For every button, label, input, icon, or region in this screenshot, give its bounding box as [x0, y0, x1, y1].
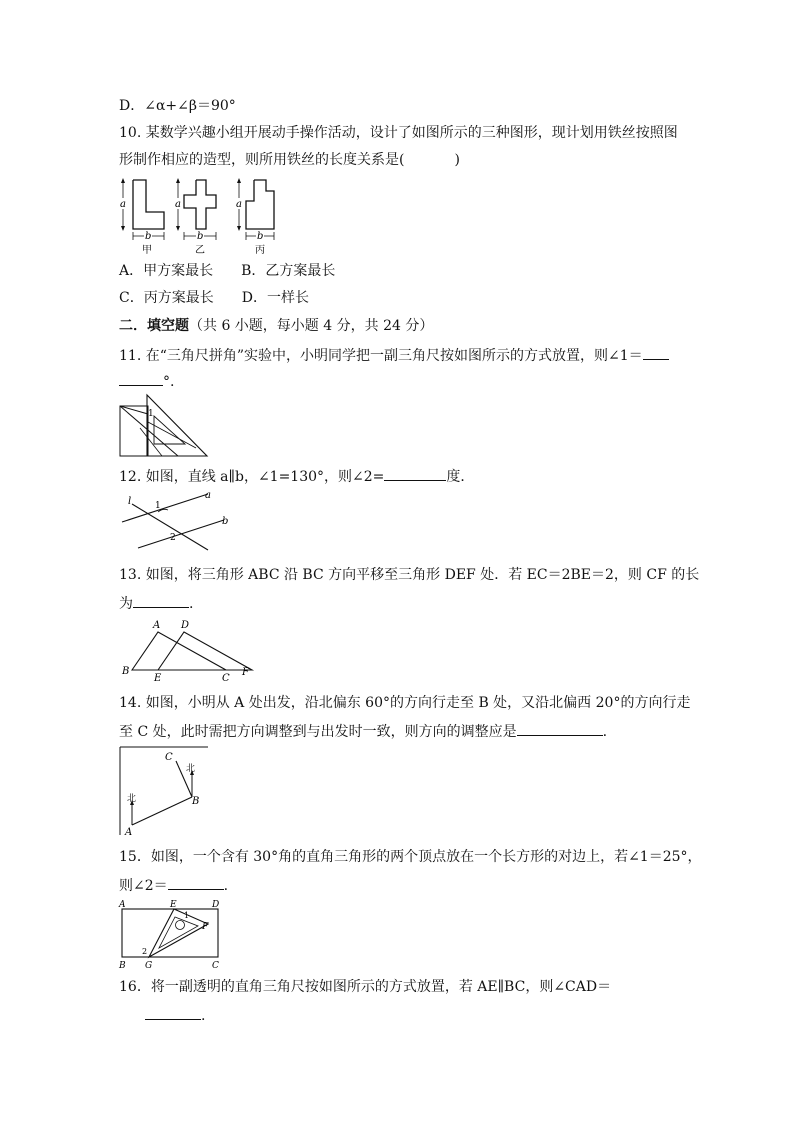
q10-label-yi: 乙	[195, 245, 205, 256]
q15-label-A: A	[119, 900, 126, 910]
q16-line1: 16．将一副透明的直角三角尺按如图所示的方式放置，若 AE∥BC，则∠CAD＝	[119, 979, 612, 995]
q12-figure	[118, 488, 238, 556]
q15-label-1: 1	[184, 911, 190, 920]
q14-label-A: A	[125, 827, 133, 837]
section2-note: （共 6 小题，每小题 4 分，共 24 分）	[189, 318, 434, 334]
section2-heading-line	[119, 317, 433, 335]
q10-line2-close: )	[454, 152, 460, 168]
q12-label-2: 2	[170, 533, 176, 543]
q13-line2-suffix: .	[189, 596, 194, 612]
q10-options-cd	[119, 289, 309, 307]
q12-label-l: l	[128, 496, 132, 507]
q15-answer-blank	[168, 875, 224, 890]
q12-line-a	[122, 494, 208, 522]
q15-line1: 15．如图，一个含有 30°角的直角三角形的两个顶点放在一个长方形的对边上，若∠1＝25°，	[119, 849, 702, 865]
q16-answer-blank	[145, 1005, 201, 1020]
q13-label-E: E	[154, 673, 162, 682]
q15-line2	[119, 875, 228, 895]
q14-line2-suffix: .	[602, 724, 608, 740]
q14-label-B: B	[192, 796, 200, 807]
q15-label-D: D	[212, 900, 220, 910]
q14-label-north-a: 北	[127, 794, 137, 804]
q11-figure	[118, 392, 212, 458]
q14-line1: 14. 如图，小明从 A 处出发，沿北偏东 60°的方向行走至 B 处，又沿北偏西 20°的方向行走	[119, 695, 691, 711]
q11-line2	[119, 371, 174, 391]
q15-triangle	[149, 909, 208, 957]
q10-option-b: B．乙方案最长	[241, 263, 336, 279]
q13-label-D: D	[181, 620, 190, 631]
q16-line2-suffix: .	[201, 1008, 206, 1024]
q13-triangle-def	[158, 632, 252, 670]
q13-answer-blank	[133, 593, 189, 608]
section2-heading: 二．填空题	[119, 318, 189, 334]
q10-shape-bing	[235, 178, 274, 256]
q10-label-a-yi: a	[175, 199, 181, 210]
q15-line2-prefix: 则∠2＝	[119, 878, 168, 894]
q11-label-1: 1	[148, 409, 154, 419]
q13-figure	[118, 616, 258, 682]
q11-answer-blank-start	[643, 345, 669, 360]
q10-label-a-bing: a	[236, 199, 242, 210]
q14-answer-blank	[517, 721, 603, 736]
q15-figure	[118, 898, 228, 970]
q15-label-F: F	[202, 922, 209, 932]
q13-label-A: A	[153, 620, 161, 631]
q14-label-C: C	[165, 752, 173, 763]
q15-label-E: E	[170, 900, 177, 910]
q10-shape-jia	[119, 178, 164, 256]
q10-line1: 10. 某数学兴趣小组开展动手操作活动，设计了如图所示的三种图形，现计划用铁丝按照图	[119, 125, 678, 141]
q10-label-jia: 甲	[142, 245, 152, 256]
q14-figure	[118, 745, 213, 837]
q10-label-b-bing: b	[257, 231, 264, 242]
q10-figure	[116, 174, 288, 256]
q14-line2	[119, 721, 607, 741]
q13-line2	[119, 593, 193, 613]
q14-line2-prefix: 至 C 处，此时需把方向调整到与出发时一致，则方向的调整应是	[119, 724, 517, 740]
q12-label-a: a	[205, 490, 211, 501]
q13-line2-prefix: 为	[119, 596, 133, 612]
q10-option-c: C．丙方案最长	[119, 290, 214, 306]
q15-label-2: 2	[142, 947, 148, 956]
q10-option-d: D．一样长	[241, 290, 309, 306]
q12-answer-blank	[384, 466, 446, 481]
q11-text: 11. 在“三角尺拼角”实验中，小明同学把一副三角尺按如图所示的方式放置，则∠1＝	[119, 348, 643, 364]
q11-line1	[119, 345, 669, 365]
q15-label-B: B	[119, 961, 126, 970]
q9-option-d: D．∠α+∠β＝90°	[119, 98, 236, 114]
q15-label-C: C	[212, 961, 219, 970]
q13-line1: 13. 如图，将三角形 ABC 沿 BC 方向平移至三角形 DEF 处．若 EC＝2BE＝2，则 CF 的长	[119, 567, 700, 583]
q13-label-C: C	[222, 673, 230, 682]
q12-label-1: 1	[155, 501, 161, 511]
q15-line2-suffix: .	[223, 878, 229, 894]
q13-label-F: F	[242, 667, 249, 678]
q12-line	[119, 466, 474, 486]
q12-line-l	[132, 504, 208, 550]
q10-option-a: A．甲方案最长	[119, 263, 214, 279]
q13-triangle-abc	[132, 632, 226, 670]
q13-label-B: B	[122, 666, 130, 677]
q11-line2-end: °.	[163, 374, 175, 390]
q11-answer-blank	[119, 371, 163, 386]
q10-options-ab	[119, 262, 335, 280]
q12-suffix: 度．	[446, 469, 475, 485]
q10-label-bing: 丙	[255, 245, 265, 256]
q10-shape-yi	[174, 178, 216, 256]
q10-line2-text: 形制作相应的造型，则所用铁丝的长度关系是(	[119, 152, 405, 168]
q12-text: 12. 如图，直线 a∥b，∠1=130°，则∠2=	[119, 469, 385, 485]
q14-label-north-b: 北	[186, 764, 196, 774]
q10-label-b-jia: b	[145, 231, 152, 242]
q12-label-b: b	[222, 516, 229, 527]
q10-label-a-jia: a	[120, 199, 126, 210]
q15-label-G: G	[145, 961, 153, 970]
q10-label-b-yi: b	[197, 231, 204, 242]
q10-line2	[119, 151, 460, 169]
q16-line2	[145, 1005, 205, 1025]
